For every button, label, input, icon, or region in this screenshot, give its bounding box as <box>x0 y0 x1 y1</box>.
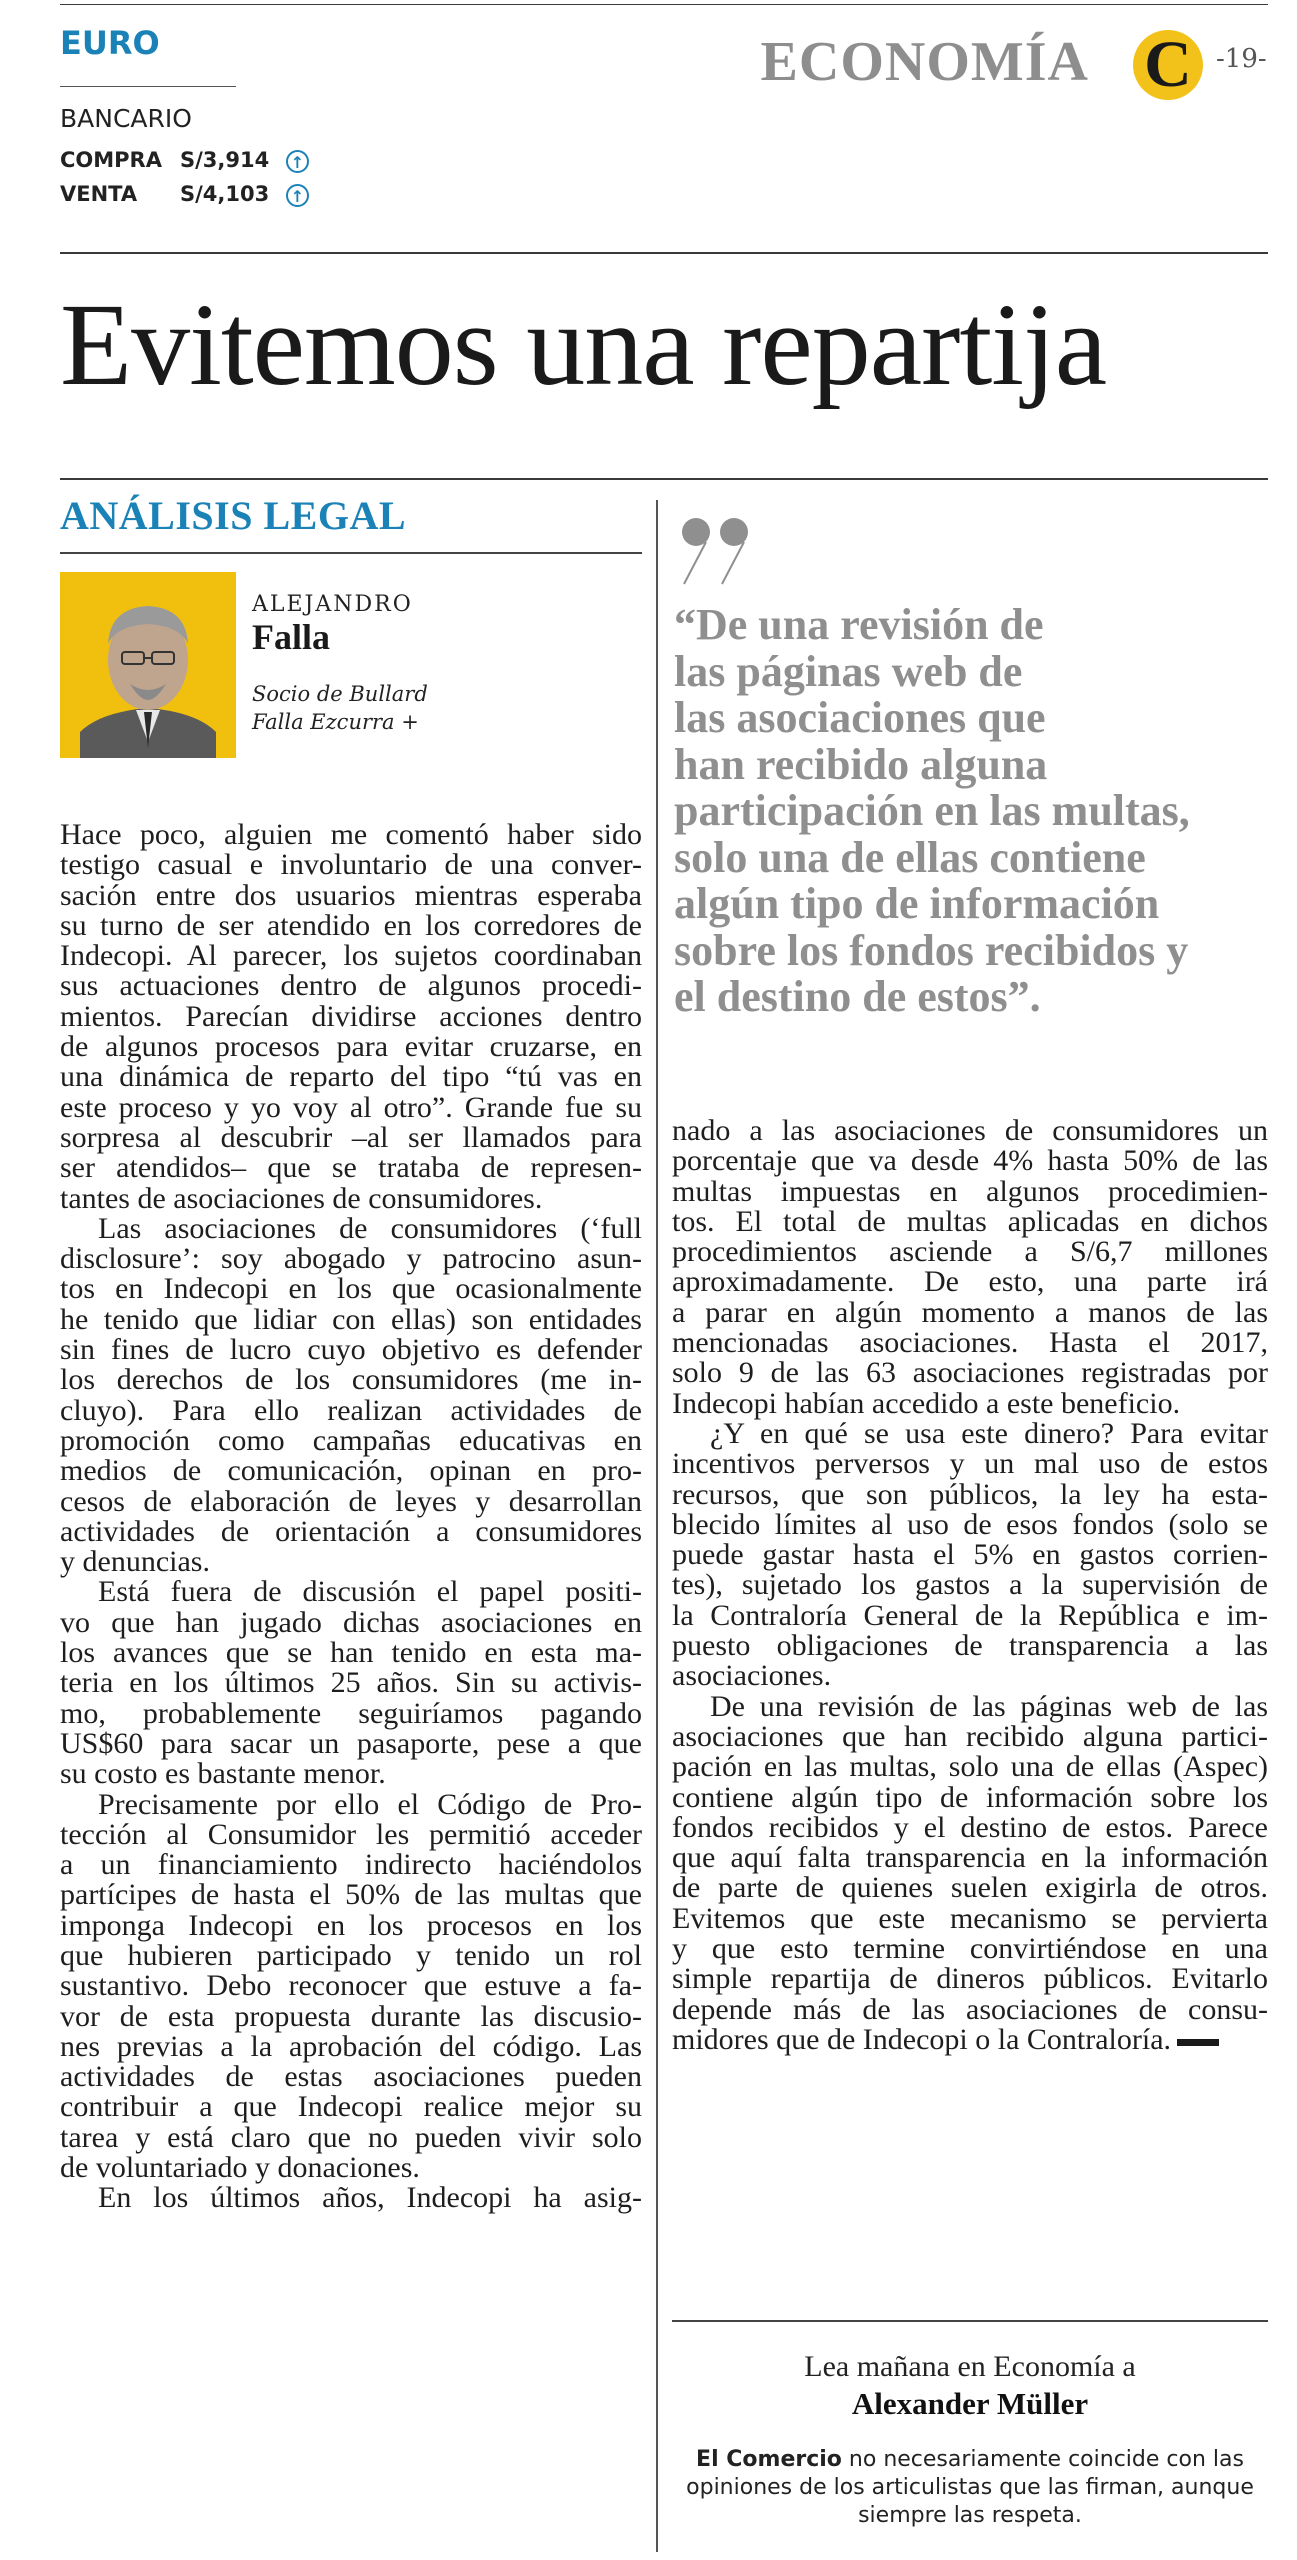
fx-label: COMPRA <box>60 148 162 172</box>
body-line: midores que de Indecopi o la Contraloría. <box>672 2022 1172 2056</box>
body-line: los avances que se han tenido en esta ma- <box>60 1636 642 1670</box>
fx-label: VENTA <box>60 182 138 206</box>
body-line: imponga Indecopi en los procesos en los <box>60 1908 642 1942</box>
body-line: su costo es bastante menor. <box>60 1757 386 1791</box>
body-line: promoción como campañas educativas en <box>60 1423 642 1457</box>
currency-market: BANCARIO <box>60 104 192 133</box>
end-mark-icon <box>1177 2039 1219 2046</box>
body-line: mencionadas asociaciones. Hasta el 2017, <box>672 1326 1268 1360</box>
body-line: tarea y está claro que no pueden vivir solo <box>60 2120 642 2154</box>
body-line: partícipes de hasta el 50% de las multas que <box>60 1878 642 1912</box>
body-line-final <box>672 2022 1268 2056</box>
body-line: y denuncias. <box>60 1545 210 1579</box>
body-line: sorpresa al descubrir –al ser llamados para <box>60 1120 642 1154</box>
body-line: puesto obligaciones de transparencia a las <box>672 1629 1268 1663</box>
disclaimer-text: no necesariamente coincide con las <box>841 2447 1244 2472</box>
body-line: pación en las multas, solo una de ellas (Aspec) <box>672 1750 1268 1784</box>
top-rule <box>60 4 1268 5</box>
author-role: Falla Ezcurra + <box>252 710 419 734</box>
body-line: tección al Consumidor les permitió acceder <box>60 1817 642 1851</box>
body-line: Indecopi habían accedido a este beneficio. <box>672 1386 1181 1420</box>
author-last-name: Falla <box>252 617 330 657</box>
pull-quote-line: algún tipo de información <box>674 879 1160 928</box>
article-body-right <box>672 1116 1268 2055</box>
body-line: sustantivo. Debo reconocer que estuve a fa- <box>60 1969 642 2003</box>
headline-rule <box>60 478 1268 480</box>
fx-value: S/3,914 <box>180 148 270 172</box>
body-line: En los últimos años, Indecopi ha asig- <box>98 2181 642 2215</box>
body-line: aproximadamente. De esto, una parte irá <box>672 1265 1268 1299</box>
body-line: una dinámica de reparto del tipo “tú vas en <box>60 1060 642 1094</box>
arrow-up-circle-icon: ↑ <box>286 184 309 207</box>
pull-quote-line: las páginas web de <box>674 646 1023 696</box>
body-line: multas impuestas en algunos procedimien- <box>672 1174 1268 1208</box>
body-line: medios de comunicación, opinan en pro- <box>60 1454 642 1488</box>
body-line: los derechos de los consumidores (me in- <box>60 1363 642 1397</box>
body-line: tos. El total de multas aplicadas en dichos <box>672 1204 1268 1238</box>
body-line: actividades de orientación a consumidores <box>60 1514 642 1548</box>
body-line: Está fuera de discusión el papel positi- <box>98 1575 642 1609</box>
pull-quote-line: participación en las multas, <box>674 786 1190 835</box>
body-line: cluyo). Para ello realizan actividades de <box>60 1393 642 1427</box>
pull-quote-line: las asociaciones que <box>674 693 1046 742</box>
disclaimer-text: siempre las respeta. <box>858 2503 1082 2528</box>
pull-quote-line: el destino de estos”. <box>674 972 1041 1021</box>
body-line: su turno de ser atendido en los corredores de <box>60 908 642 942</box>
body-line: tantes de asociaciones de consumidores. <box>60 1181 543 1215</box>
body-line: sación entre dos usuarios mientras esperaba <box>60 878 642 912</box>
body-line: y que esto termine convirtiéndose en una <box>672 1932 1268 1966</box>
body-line: porcentaje que va desde 4% hasta 50% de las <box>672 1144 1268 1178</box>
body-line: de parte de quienes suelen exigirla de otros. <box>672 1871 1268 1905</box>
currency-divider <box>60 86 236 87</box>
body-line: US$60 para sacar un pasaporte, pese a que <box>60 1726 642 1760</box>
body-line: a parar en algún momento a manos de las <box>672 1295 1268 1329</box>
body-line: simple repartija de dineros públicos. Evitarlo <box>672 1962 1268 1996</box>
body-line: Evitemos que este mecanismo se pervierta <box>672 1901 1268 1935</box>
pull-quote-line: “De una revisión de <box>674 600 1044 649</box>
body-line: tos en Indecopi en los que ocasionalmente <box>60 1272 642 1306</box>
footer-rule <box>672 2320 1268 2322</box>
body-line: de voluntariado y donaciones. <box>60 2151 420 2185</box>
body-line: procedimientos asciende a S/6,7 millones <box>672 1235 1268 1269</box>
body-line: depende más de las asociaciones de consu- <box>672 1992 1268 2026</box>
pull-quote-line: solo una de ellas contiene <box>674 832 1146 882</box>
body-line: mo, probablemente seguiríamos pagando <box>60 1696 642 1730</box>
next-column-author: Alexander Müller <box>851 2386 1089 2421</box>
column-label-rule <box>60 552 642 554</box>
pull-quote <box>674 602 1274 1021</box>
quote-marks-icon <box>680 516 760 592</box>
column-divider <box>656 500 658 2552</box>
disclaimer <box>672 2446 1268 2530</box>
masthead-rule <box>60 252 1268 254</box>
body-line: nado a las asociaciones de consumidores un <box>672 1114 1268 1147</box>
body-line: Precisamente por ello el Código de Pro- <box>98 1787 642 1821</box>
author-role: Socio de Bullard <box>252 682 428 706</box>
body-line: que aquí falta transparencia en la información <box>672 1841 1268 1875</box>
body-line: vor de esta propuesta durante las discusio- <box>60 1999 642 2033</box>
body-line: De una revisión de las páginas web de las <box>710 1689 1268 1723</box>
body-line: blecido límites al uso de esos fondos (solo se <box>672 1507 1268 1541</box>
body-line: tes), sujetado los gastos a la supervisión de <box>672 1568 1268 1602</box>
body-line: a un financiamiento indirecto haciéndolos <box>60 1848 642 1882</box>
body-line: he tenido que lidiar con ellas) son entidades <box>60 1302 642 1336</box>
body-line: nes previas a la aprobación del código. Las <box>60 2029 642 2063</box>
next-column-label: Lea mañana en Economía a <box>804 2350 1136 2383</box>
currency-title: EURO <box>60 24 160 62</box>
disclaimer-brand: El Comercio <box>696 2447 842 2472</box>
body-line: recursos, que son públicos, la ley ha esta- <box>672 1477 1268 1511</box>
body-line: sus actuaciones dentro de algunos procedi- <box>60 969 642 1003</box>
column-label: ANÁLISIS LEGAL <box>60 493 407 538</box>
author-first-name: ALEJANDRO <box>252 592 413 617</box>
el-comercio-logo: C <box>1133 30 1203 100</box>
body-line: ¿Y en qué se usa este dinero? Para evitar <box>710 1416 1268 1450</box>
body-line: contribuir a que Indecopi realice mejor su <box>60 2090 642 2124</box>
headline: Evitemos una repartija <box>60 279 1107 410</box>
body-line: actividades de estas asociaciones pueden <box>60 2060 642 2094</box>
body-line: incentivos perversos y un mal uso de estos <box>672 1447 1268 1481</box>
body-line: sin fines de lucro cuyo objetivo es defender <box>60 1333 642 1367</box>
body-line: asociaciones. <box>672 1659 832 1693</box>
body-line: testigo casual e involuntario de una conver- <box>60 848 642 882</box>
author-photo <box>60 572 236 758</box>
body-line: teria en los últimos 25 años. Sin su activis- <box>60 1666 642 1700</box>
page-number: -19- <box>1216 44 1267 74</box>
article-body-left <box>60 820 642 2214</box>
body-line: fondos recibidos y el destino de estos. Parece <box>672 1810 1268 1844</box>
body-line: disclosure’: soy abogado y patrocino asun- <box>60 1242 642 1276</box>
body-line: ser atendidos– que se trataba de represen- <box>60 1151 642 1185</box>
body-line: solo 9 de las 63 asociaciones registradas por <box>672 1356 1268 1390</box>
section-title: ECONOMÍA <box>760 31 1089 93</box>
body-line: vo que han jugado dichas asociaciones en <box>60 1605 642 1639</box>
body-line: Las asociaciones de consumidores (‘full <box>98 1211 642 1245</box>
body-line: asociaciones que han recibido alguna partici- <box>672 1719 1268 1753</box>
body-line: mientos. Parecían dividirse acciones dentro <box>60 999 642 1033</box>
body-line: puede gastar hasta el 5% en gastos corrien- <box>672 1538 1268 1572</box>
body-line: este proceso y yo voy al otro”. Grande fue su <box>60 1090 642 1124</box>
fx-row-venta <box>60 182 309 207</box>
fx-row-compra <box>60 148 309 173</box>
fx-value: S/4,103 <box>180 182 270 206</box>
body-line: contiene algún tipo de información sobre los <box>672 1780 1268 1814</box>
pull-quote-line: han recibido alguna <box>674 739 1048 789</box>
body-line: cesos de elaboración de leyes y desarrollan <box>60 1484 642 1518</box>
arrow-up-circle-icon: ↑ <box>286 150 309 173</box>
pull-quote-line: sobre los fondos recibidos y <box>674 925 1189 975</box>
body-line: que hubieren participado y tenido un rol <box>60 1938 642 1972</box>
disclaimer-text: opiniones de los articulistas que las firman, aunque <box>686 2475 1254 2500</box>
body-line: Indecopi. Al parecer, los sujetos coordinaban <box>60 939 642 973</box>
body-line: la Contraloría General de la República e im- <box>672 1598 1268 1632</box>
body-line: de algunos procesos para evitar cruzarse, en <box>60 1030 642 1064</box>
body-line: Hace poco, alguien me comentó haber sido <box>60 818 642 851</box>
